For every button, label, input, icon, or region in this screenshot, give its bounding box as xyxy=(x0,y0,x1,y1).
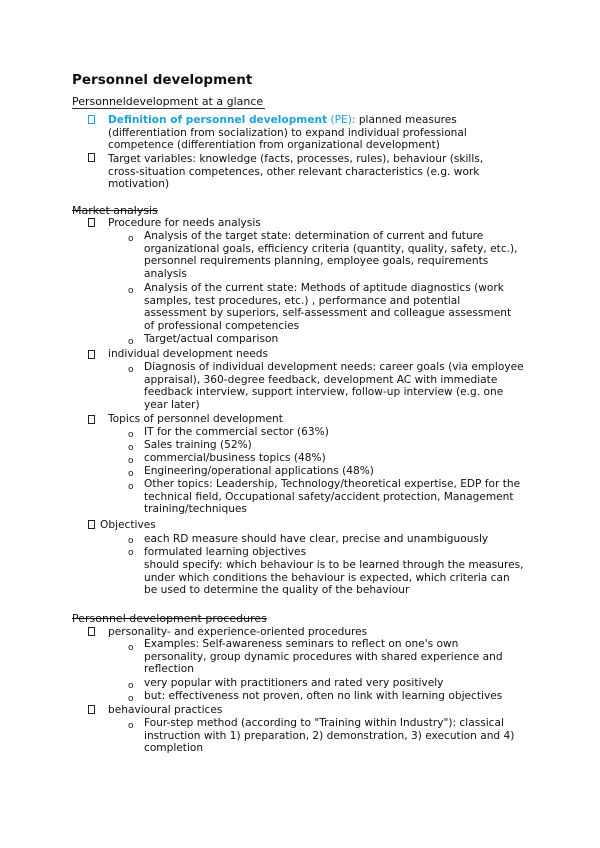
bullet-square-icon xyxy=(88,218,100,231)
sub-item: Analysis of the current state: Methods of aptitude diagnostics (work samples, test procedures, etc.) , performance and potential assessment by superiors, self-assessment and colleague assessment of professional competencies xyxy=(144,282,512,332)
bullet-circle-icon: o xyxy=(128,694,134,704)
bullet-circle-icon: o xyxy=(128,456,134,466)
sub-item: Other topics: Leadership, Technology/theoretical expertise, EDP for the technical field, Occupational safety/accident protection, Management training/techniques xyxy=(144,478,521,516)
bullet-square-icon xyxy=(88,705,100,718)
objectives-item: Objectives xyxy=(100,519,156,531)
sub-item: should specify: which behaviour is to be learned through the measures, under which conditions the behaviour is expected, which criteria can be used to determine the quality of the behaviour xyxy=(144,559,524,597)
sub-item: but: effectiveness not proven, often no link with learning objectives xyxy=(144,690,503,702)
sub-item: each RD measure should have clear, precise and unambiguously formulated learning objectives xyxy=(144,533,489,558)
bullet-square-icon xyxy=(88,350,100,363)
bullet-circle-icon: o xyxy=(128,548,134,558)
bullet-circle-icon: o xyxy=(128,536,134,546)
section-heading-market-analysis: Market analysis xyxy=(72,204,158,217)
section-heading-overview: Personneldevelopment at a glance xyxy=(72,95,264,108)
bullet-square-icon xyxy=(88,415,100,428)
definition-abbrev: (PE): xyxy=(330,114,356,126)
sub-item: Examples: Self-awareness seminars to reflect on one's own personality, group dynamic procedures with shared experience and reflection xyxy=(144,638,503,676)
individual-needs-item: individual development needs xyxy=(108,348,269,360)
bullet-circle-icon: o xyxy=(128,482,134,492)
bullet-circle-icon: o xyxy=(128,721,134,731)
sub-item: Sales training (52%) xyxy=(144,439,252,451)
definition-text: planned measures (differentiation from socialization) to expand individual professional competence (differentiation from organizational development) xyxy=(108,114,467,152)
bullet-circle-icon: o xyxy=(128,443,134,453)
bullet-circle-icon: o xyxy=(128,469,134,479)
needs-analysis-item: Procedure for needs analysis xyxy=(108,217,261,229)
sub-item: Target/actual comparison xyxy=(144,333,279,345)
bullet-square-icon xyxy=(88,115,100,128)
definition-term: Definition of personnel development xyxy=(108,114,328,126)
heading-rule xyxy=(72,108,265,109)
bullet-circle-icon: o xyxy=(128,337,134,347)
bullet-circle-icon: o xyxy=(128,234,134,244)
definition-item xyxy=(108,114,508,152)
sub-item: very popular with practitioners and rated very positively xyxy=(144,677,444,689)
sub-item: Analysis of the target state: determination of current and future organizational goals, efficiency criteria (quantity, quality, safety, etc.), personnel requirements planning, employee goals, requirements analysis xyxy=(144,230,518,280)
bullet-square-icon xyxy=(88,520,100,533)
bullet-circle-icon: o xyxy=(128,681,134,691)
personality-procedures-item: personality- and experience-oriented procedures xyxy=(108,626,368,638)
bullet-square-icon xyxy=(88,627,100,640)
bullet-circle-icon: o xyxy=(128,286,134,296)
target-variables-item: Target variables: knowledge (facts, processes, rules), behaviour (skills, cross-situation competences, other relevant characteristics (e.g. work motivation) xyxy=(108,153,484,191)
sub-item: Diagnosis of individual development needs: career goals (via employee appraisal), 360-degree feedback, development AC with immediate feedback interview, support interview, follow-up interview (e.g. one year later) xyxy=(144,361,524,411)
page-title: Personnel development xyxy=(72,72,253,88)
topics-item: Topics of personnel development xyxy=(108,413,283,425)
sub-item: Engineering/operational applications (48%) xyxy=(144,465,374,477)
section-heading-procedures: Personnel development procedures xyxy=(72,612,267,625)
behavioural-practices-item: behavioural practices xyxy=(108,704,223,716)
bullet-circle-icon: o xyxy=(128,643,134,653)
sub-item: commercial/business topics (48%) xyxy=(144,452,326,464)
sub-item: IT for the commercial sector (63%) xyxy=(144,426,329,438)
bullet-circle-icon: o xyxy=(128,365,134,375)
bullet-circle-icon: o xyxy=(128,430,134,440)
bullet-square-icon xyxy=(88,153,100,166)
sub-item: Four-step method (according to "Training within Industry"): classical instruction with 1) preparation, 2) demonstration, 3) execution and 4) completion xyxy=(144,717,515,755)
